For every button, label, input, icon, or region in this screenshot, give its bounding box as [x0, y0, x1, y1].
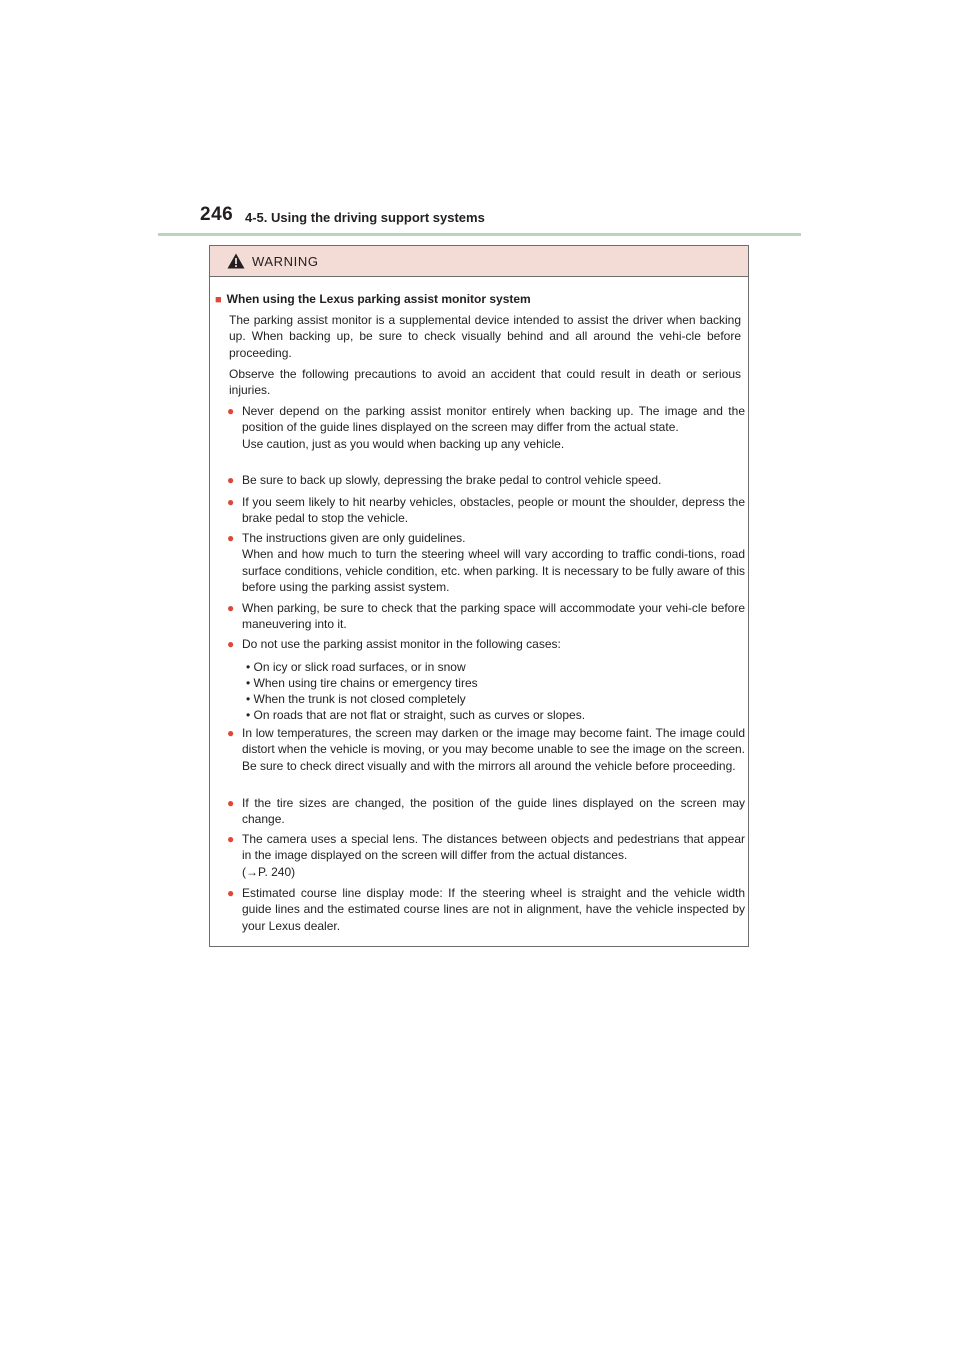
square-bullet-icon: ■ — [215, 294, 222, 306]
list-item-text: Do not use the parking assist monitor in the following cases: — [242, 637, 561, 651]
list-item — [227, 636, 745, 652]
section-title: 4-5. Using the driving support systems — [245, 210, 485, 225]
case-item: • On icy or slick road surfaces, or in snow — [246, 660, 466, 674]
list-item — [227, 530, 745, 595]
bullet-icon: ● — [227, 796, 235, 810]
list-item-extra: When and how much to turn the steering wheel will vary according to traffic condi-tions, road surface conditions, vehicle condition, etc. when parking. It is necessary to be fully aware of this before using the parking assist system. — [242, 547, 745, 594]
list-item-text: The instructions given are only guidelines. — [242, 531, 466, 545]
warning-triangle-icon — [227, 253, 245, 269]
bullet-icon: ● — [227, 637, 235, 651]
bullet-icon: ● — [227, 726, 235, 740]
page-header — [200, 204, 800, 234]
list-item — [227, 885, 745, 934]
list-item — [227, 600, 745, 633]
list-item-extra: Use caution, just as you would when backing up any vehicle. — [242, 436, 565, 451]
bullet-icon: ● — [227, 495, 235, 509]
bullet-icon: ● — [227, 404, 235, 418]
bullet-icon: ● — [227, 531, 235, 545]
list-item — [227, 472, 745, 488]
list-item — [227, 725, 745, 774]
bullet-icon: ● — [227, 832, 235, 846]
list-item-text: Estimated course line display mode: If the steering wheel is straight and the vehicle width guide lines and the estimated course lines are not in alignment, have the vehicle inspected by your Lexus dealer. — [242, 886, 745, 933]
list-item-text: If you seem likely to hit nearby vehicles, obstacles, people or mount the shoulder, depress the brake pedal to stop the vehicle. — [242, 495, 745, 526]
warning-heading-text: When using the Lexus parking assist monitor system — [226, 292, 531, 306]
warning-heading — [215, 291, 531, 308]
warning-label: WARNING — [252, 254, 319, 269]
bullet-icon: ● — [227, 886, 235, 900]
intro-paragraph-1: The parking assist monitor is a supplemental device intended to assist the driver when backing up. When backing up, be sure to check visually behind and all around the vehi-cle before proceeding. — [229, 313, 741, 360]
header-divider — [158, 233, 801, 236]
warning-header — [210, 246, 748, 277]
case-item: • On roads that are not flat or straight, such as curves or slopes. — [246, 708, 586, 722]
list-item-text: Never depend on the parking assist monitor entirely when backing up. The image and the position of the guide lines displayed on the screen may differ from the actual state. — [242, 404, 745, 435]
list-item-text: In low temperatures, the screen may darken or the image may become faint. The image could distort when the vehicle is moving, or you may become unable to see the image on the screen. Be sure to check direct visually and with the mirrors all around the vehicle before proceeding. — [242, 726, 745, 773]
case-item: • When the trunk is not closed completely — [246, 692, 466, 706]
list-item-text: When parking, be sure to check that the parking space will accommodate your vehi-cle before maneuvering into it. — [242, 601, 745, 632]
list-item — [227, 403, 745, 452]
case-item: • When using tire chains or emergency tires — [246, 676, 478, 690]
intro-paragraph-2: Observe the following precautions to avoid an accident that could result in death or serious injuries. — [229, 367, 741, 398]
list-item-text: If the tire sizes are changed, the position of the guide lines displayed on the screen may change. — [242, 796, 745, 827]
warning-box — [209, 245, 749, 947]
list-item-text: Be sure to back up slowly, depressing the brake pedal to control vehicle speed. — [242, 473, 662, 487]
list-item-extra: (→P. 240) — [242, 864, 296, 879]
bullet-icon: ● — [227, 473, 235, 487]
bullet-icon: ● — [227, 601, 235, 615]
list-item — [227, 831, 745, 880]
list-item — [227, 795, 745, 828]
page-number: 246 — [200, 204, 234, 225]
list-item — [227, 494, 745, 527]
list-item-text: The camera uses a special lens. The distances between objects and pedestrians that appear in the image displayed on the screen will differ from the actual distances. — [242, 832, 745, 863]
